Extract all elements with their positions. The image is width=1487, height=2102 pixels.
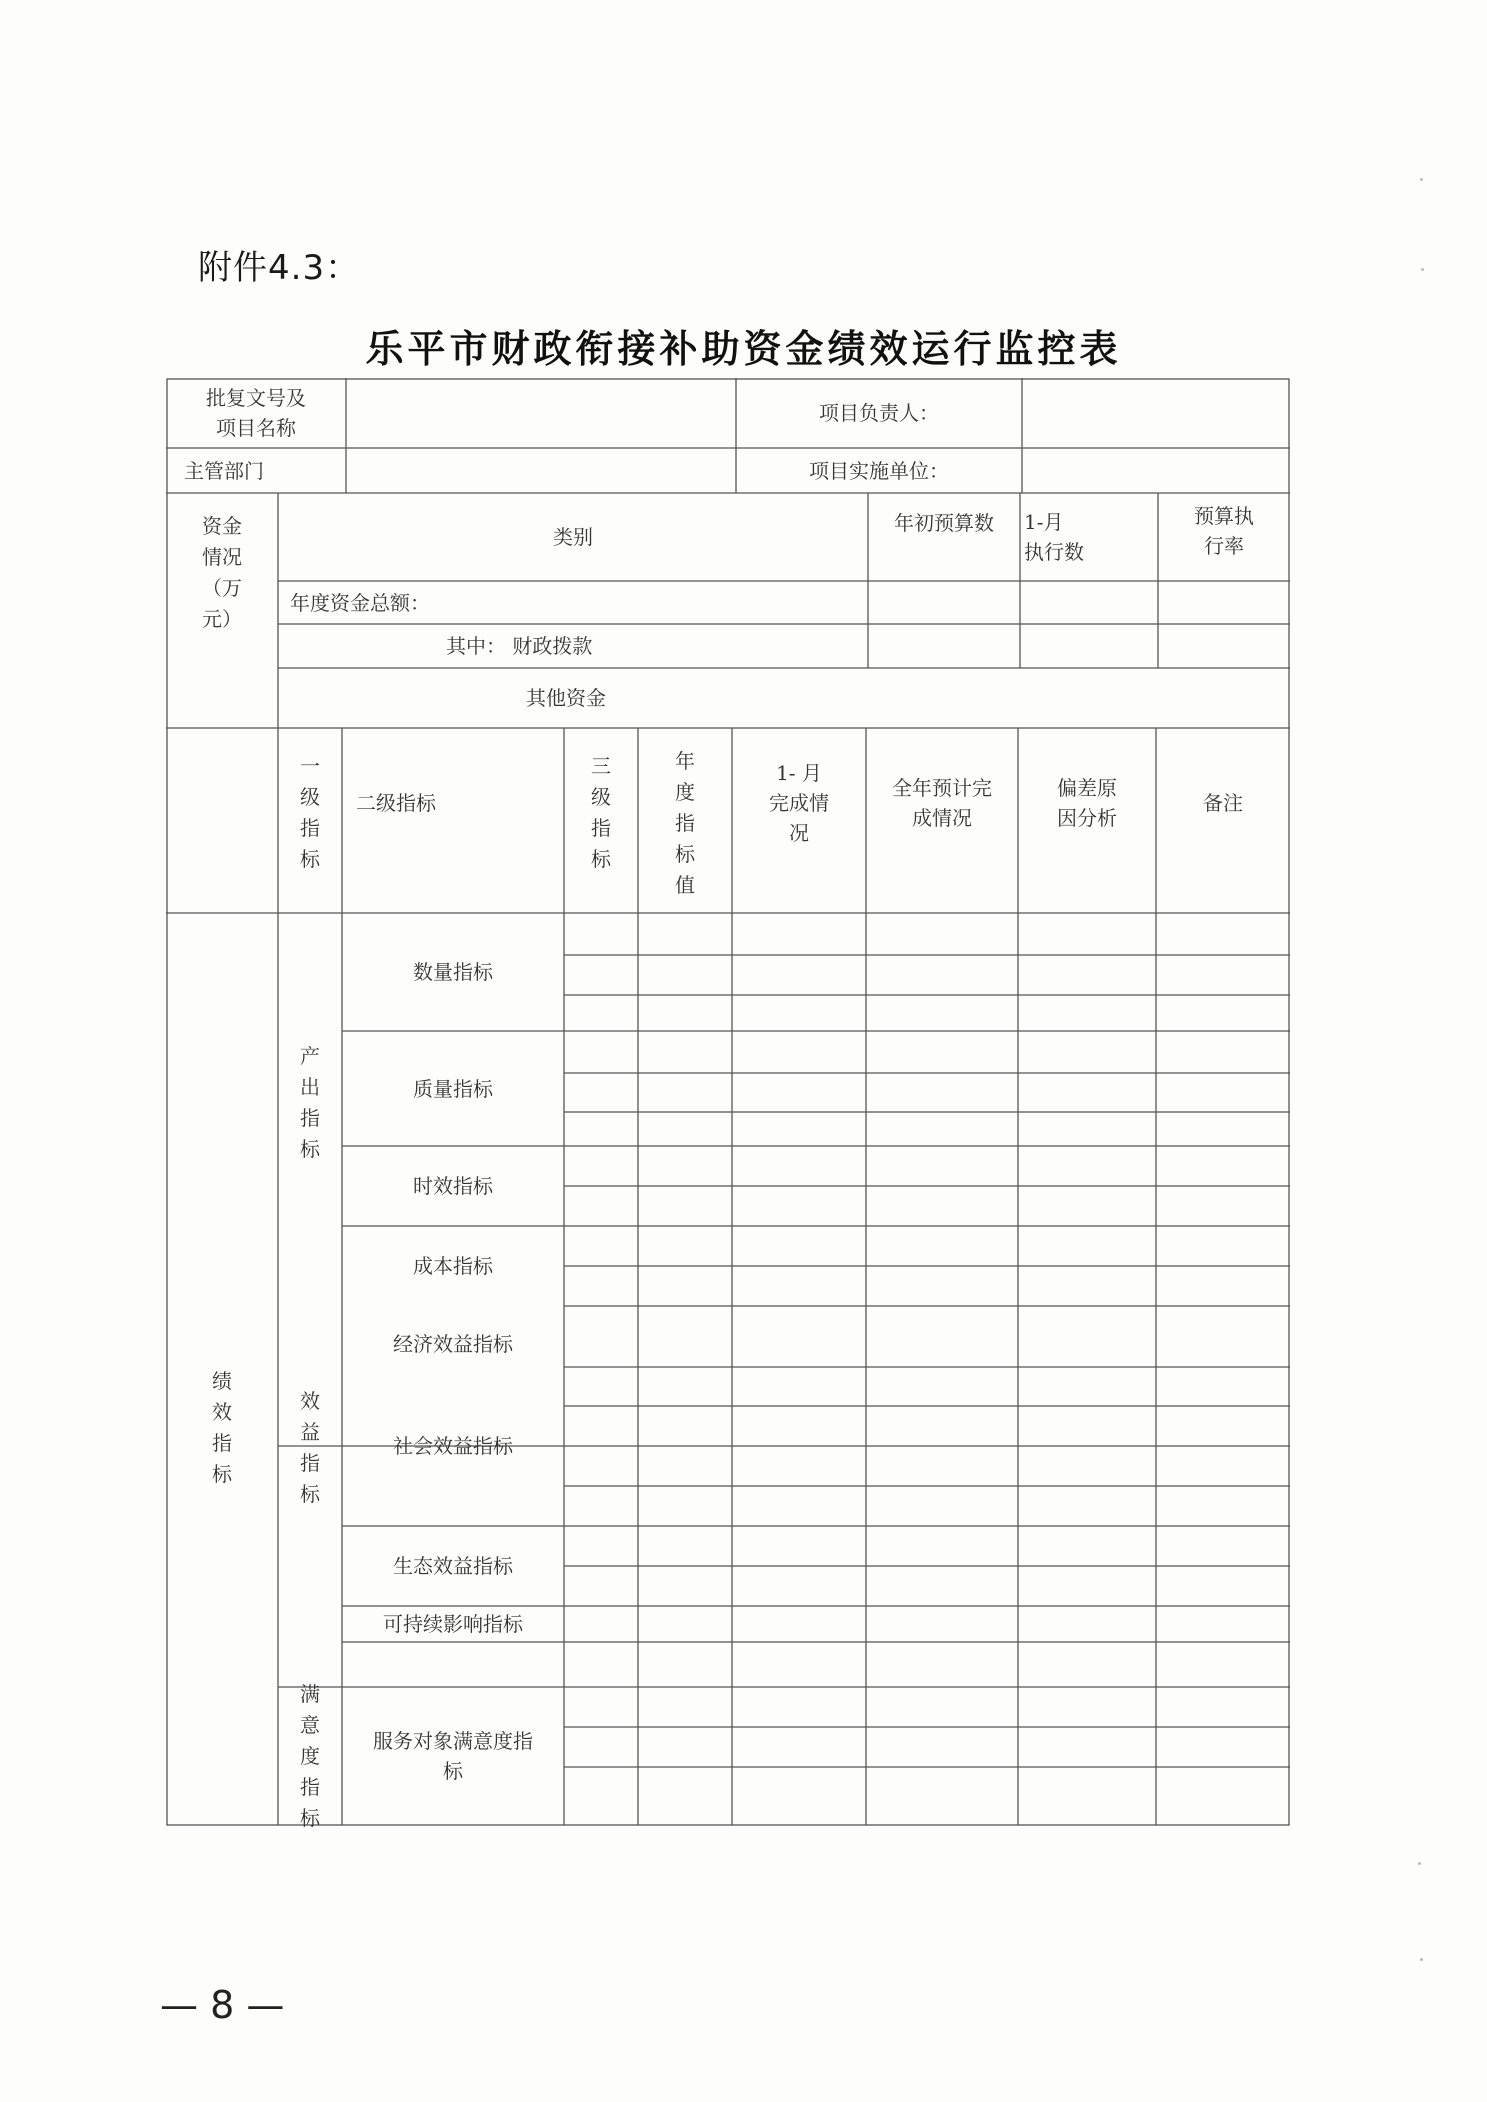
monitoring-table: [166, 378, 1290, 1828]
economic-benefit-indicator: 经济效益指标: [393, 1331, 513, 1356]
approval-label: 批复文号及 项目名称: [206, 386, 306, 440]
timeliness-indicator: 时效指标: [413, 1174, 493, 1198]
category-header: 类别: [553, 525, 593, 549]
fund-row-other: 其他资金: [526, 686, 606, 710]
leader-label: 项目负责人：: [819, 401, 939, 425]
rate-header: 预算执 行率: [1194, 503, 1254, 558]
completion-header: 1- 月 完成情 况: [769, 761, 829, 845]
scan-speck: [1418, 1862, 1421, 1865]
quantity-indicator: 数量指标: [413, 960, 493, 984]
scan-speck: [1420, 1958, 1423, 1961]
social-benefit-indicator: 社会效益指标: [393, 1434, 513, 1458]
scan-speck: [1421, 268, 1424, 271]
implementer-label: 项目实施单位：: [809, 458, 949, 483]
approval-value-field[interactable]: [346, 378, 736, 448]
fund-row-fiscal: 其中： 财政拨款: [446, 634, 593, 658]
attachment-label: 附件4.3：: [198, 248, 361, 288]
forecast-header: 全年预计完 成情况: [892, 776, 992, 830]
ecological-benefit-indicator: 生态效益指标: [393, 1554, 513, 1578]
level1-header: 一 级 指 标: [300, 754, 320, 871]
level2-header: 二级指标: [356, 791, 436, 815]
satisfaction-indicator-group-label: 满 意 度 指 标: [300, 1681, 320, 1830]
benefit-indicator-group-label: 效 益 指 标: [300, 1389, 320, 1506]
output-indicator-group-label: 产 出 指 标: [300, 1044, 320, 1161]
page-number: — 8 —: [160, 1983, 285, 2027]
fund-row-total: 年度资金总额：: [290, 590, 430, 615]
cost-indicator: 成本指标: [413, 1254, 493, 1278]
department-label: 主管部门: [184, 458, 264, 483]
level3-header: 三 级 指 标: [591, 754, 611, 871]
department-value-field[interactable]: [346, 448, 736, 493]
implementer-value-field[interactable]: [1022, 448, 1290, 493]
funds-section-label: 资金 情况 （万 元）: [202, 514, 242, 631]
form-title: 乐平市财政衔接补助资金绩效运行监控表: [365, 327, 1122, 371]
remarks-header: 备注: [1203, 791, 1243, 815]
sustainability-indicator: 可持续影响指标: [383, 1612, 523, 1636]
executed-header: 1-月 执行数: [1024, 510, 1084, 564]
deviation-header: 偏差原 因分析: [1057, 776, 1117, 830]
leader-value-field[interactable]: [1022, 378, 1290, 448]
performance-section-label: 绩 效 指 标: [212, 1369, 232, 1486]
annual-budget-header: 年初预算数: [894, 511, 994, 535]
service-satisfaction-indicator: 服务对象满意度指 标: [373, 1729, 533, 1783]
quality-indicator: 质量指标: [413, 1076, 493, 1101]
scan-speck: [1420, 178, 1423, 181]
annual-value-header: 年 度 指 标 值: [675, 748, 695, 897]
